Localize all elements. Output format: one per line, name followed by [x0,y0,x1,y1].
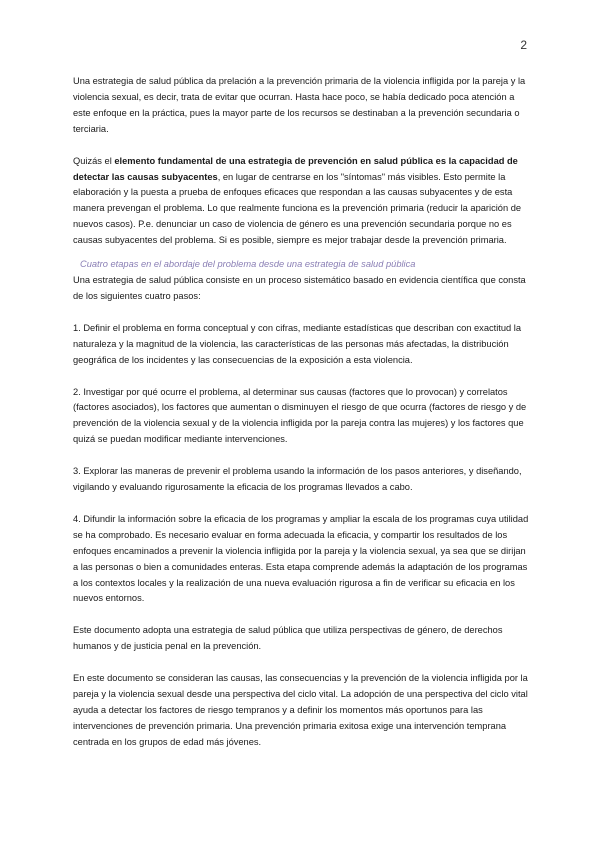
paragraph-steps-intro: Una estrategia de salud pública consiste en un proceso sistemático basado en evidencia científica que consta de los siguientes cuatro pasos: [73,274,526,301]
paragraph-life-cycle: En este documento se consideran las causas, las consecuencias y la prevención de la violencia infligida por la pareja y la violencia sexual desde una perspectiva del ciclo vital. La adopción de una perspectiva del ciclo vital ayuda a detectar los factores de riesgo tempranos y a definir los momentos más oportunos para las intervenciones de prevención primaria. Una prevención primaria exitosa exige una intervención temprana centrada en los grupos de edad más jóvenes. [73,673,528,747]
step-3: 3. Explorar las maneras de prevenir el problema usando la información de los pasos anteriores, y diseñando, vigilando y evaluando rigurosamente la eficacia de los programas llevados a cabo. [73,466,522,493]
document-body [73,74,531,767]
paragraph-approach: Este documento adopta una estrategia de salud pública que utiliza perspectivas de género, de derechos humanos y de justicia penal en la prevención. [73,625,503,652]
page-number: 2 [520,38,527,52]
step-4: 4. Difundir la información sobre la eficacia de los programas y ampliar la escala de los programas cuya utilidad se ha comprobado. Es necesario evaluar en forma adecuada la eficacia, y compartir los resultados de los enfoques encaminados a prevenir la violencia infligida por la pareja y la violencia sexual, ya sea que se dirijan a las personas o bien a comunidades enteras. Esta etapa comprende además la adaptación de los programas a los contextos locales y la realización de una nueva evaluación rigurosa a fin de verificar su eficacia en los nuevos entornos. [73,513,529,604]
step-2: 2. Investigar por qué ocurre el problema, al determinar sus causas (factores que lo provocan) y correlatos (factores asociados), los factores que aumentan o disminuyen el riesgo de que ocurra (factores de riesgo y de prevención de la violencia sexual y de la violencia infligida por la pareja contra las mujeres) y los factores que quizá se puedan modificar mediante intervenciones. [73,386,527,445]
paragraph-key-element [73,154,531,249]
key-element-rest: , en lugar de centrarse en los "síntomas" más visibles. Esto permite la elaboración y la puesta a prueba de enfoques eficaces que respondan a las causas subyacentes y de esta manera prevengan el problema. Lo que realmente funciona es la prevención primaria (reducir la aparición de nuevos casos). P.e. denunciar un caso de violencia de género es una prevención secundaria porque no es causas subyacentes del problema. Si es posible, siempre es mejor trabajar desde la prevención primaria. [73,171,522,246]
key-element-lead: Quizás el [73,155,115,166]
step-1: 1. Definir el problema en forma conceptual y con cifras, mediante estadísticas que describan con exactitud la naturaleza y la magnitud de la violencia, las características de las personas más afectadas, la distribución geográfica de los incidentes y las consecuencias de la exposición a esta violencia. [73,322,522,365]
section-subheading: Cuatro etapas en el abordaje del problema desde una estrategia de salud pública [80,259,416,270]
paragraph-intro: Una estrategia de salud pública da prelación a la prevención primaria de la violencia infligida por la pareja y la violencia sexual, es decir, trata de evitar que ocurran. Hasta hace poco, se había dedicado poca atención a este enfoque en la práctica, pues la mayor parte de los recursos se destinaban a la prevención secundaria o terciaria. [73,76,526,134]
key-element-bold: elemento fundamental de una estrategia de prevención en salud pública es la capacidad de detectar las causas subyacentes [73,155,518,182]
